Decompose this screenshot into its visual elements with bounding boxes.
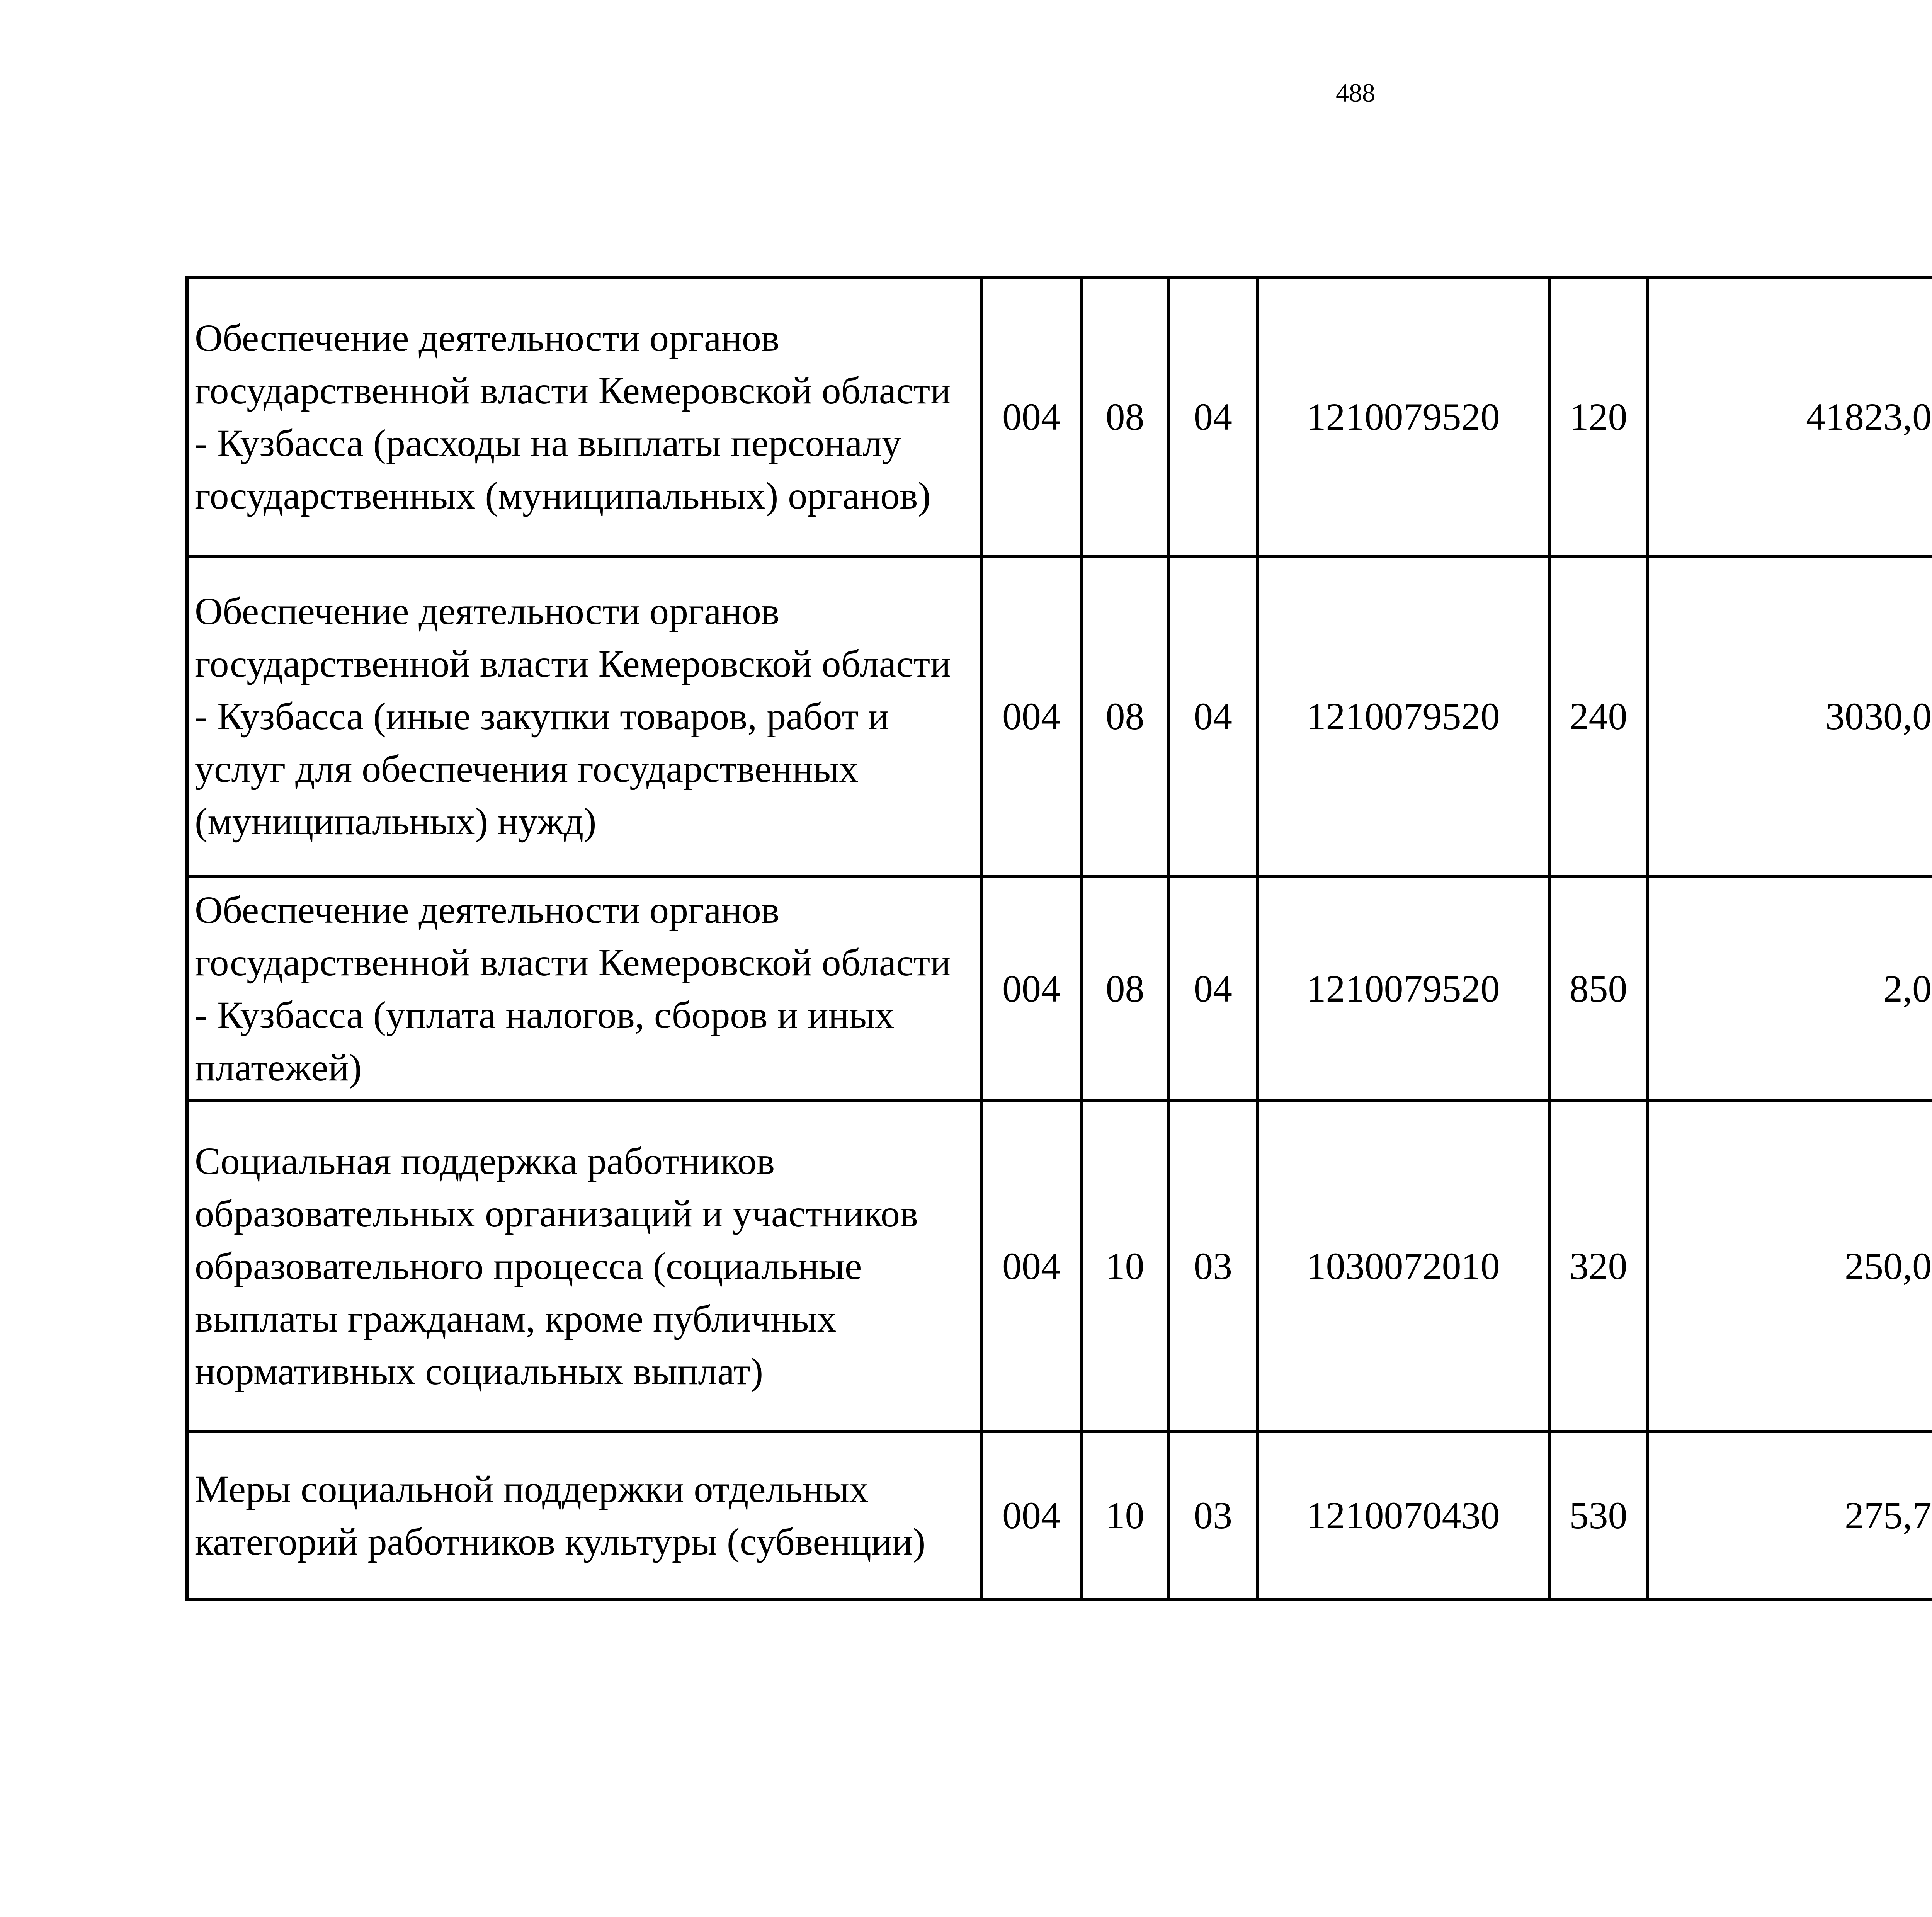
subsection-cell: 04	[1168, 278, 1257, 556]
sum-year1-cell: 2,0	[1648, 877, 1932, 1101]
section-cell: 08	[1082, 556, 1168, 877]
expense-type-cell: 320	[1549, 1101, 1648, 1431]
row-name-cell: Обеспечение деятельности органов государственной власти Кемеровской области - Кузбасса (расходы на выплаты персоналу государственных (муниципальных) органов)	[187, 278, 981, 556]
section-cell: 08	[1082, 877, 1168, 1101]
admin-code-cell: 004	[981, 556, 1082, 877]
budget-table	[185, 276, 1932, 1601]
target-item-cell: 1210079520	[1257, 556, 1549, 877]
table-row	[187, 556, 1932, 877]
subsection-cell: 03	[1168, 1431, 1257, 1599]
table-row	[187, 877, 1932, 1101]
target-item-cell: 1210070430	[1257, 1431, 1549, 1599]
target-item-cell: 1210079520	[1257, 278, 1549, 556]
sum-year1-cell: 41823,0	[1648, 278, 1932, 556]
sum-year1-cell: 275,7	[1648, 1431, 1932, 1599]
admin-code-cell: 004	[981, 1431, 1082, 1599]
expense-type-cell: 120	[1549, 278, 1648, 556]
section-cell: 10	[1082, 1431, 1168, 1599]
page-number: 488	[1336, 78, 1375, 107]
admin-code-cell: 004	[981, 278, 1082, 556]
table-row	[187, 278, 1932, 556]
target-item-cell: 1030072010	[1257, 1101, 1549, 1431]
table-row	[187, 1101, 1932, 1431]
sum-year1-cell: 3030,0	[1648, 556, 1932, 877]
subsection-cell: 03	[1168, 1101, 1257, 1431]
table-row	[187, 1431, 1932, 1599]
admin-code-cell: 004	[981, 877, 1082, 1101]
section-cell: 10	[1082, 1101, 1168, 1431]
expense-type-cell: 850	[1549, 877, 1648, 1101]
row-name-cell: Социальная поддержка работников образовательных организаций и участников образовательного процесса (социальные выплаты гражданам, кроме публичных нормативных социальных выплат)	[187, 1101, 981, 1431]
row-name-cell: Обеспечение деятельности органов государственной власти Кемеровской области - Кузбасса (уплата налогов, сборов и иных платежей)	[187, 877, 981, 1101]
section-cell: 08	[1082, 278, 1168, 556]
target-item-cell: 1210079520	[1257, 877, 1549, 1101]
admin-code-cell: 004	[981, 1101, 1082, 1431]
row-name-cell: Обеспечение деятельности органов государственной власти Кемеровской области - Кузбасса (иные закупки товаров, работ и услуг для обеспечения государственных (муниципальных) нужд)	[187, 556, 981, 877]
subsection-cell: 04	[1168, 877, 1257, 1101]
subsection-cell: 04	[1168, 556, 1257, 877]
sum-year1-cell: 250,0	[1648, 1101, 1932, 1431]
expense-type-cell: 530	[1549, 1431, 1648, 1599]
row-name-cell: Меры социальной поддержки отдельных категорий работников культуры (субвенции)	[187, 1431, 981, 1599]
expense-type-cell: 240	[1549, 556, 1648, 877]
